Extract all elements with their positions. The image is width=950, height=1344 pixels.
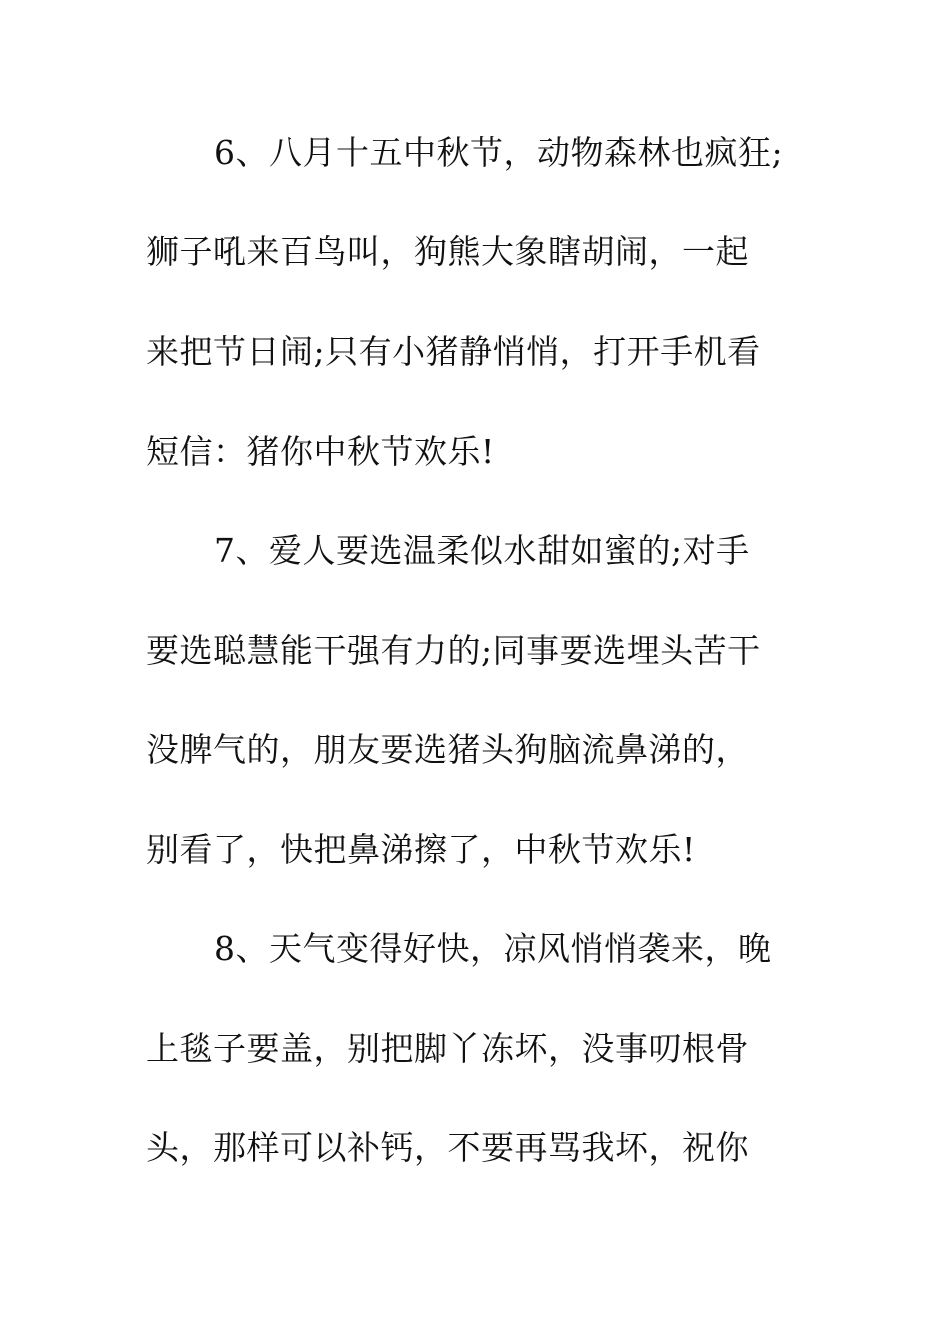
paragraph-6-line-1: 6、八月十五中秋节，动物森林也疯狂; (214, 133, 784, 172)
paragraph-8-line-2: 上毯子要盖，别把脚丫冻坏，没事叨根骨 (146, 1029, 749, 1068)
paragraph-7-line-3: 没脾气的，朋友要选猪头狗脑流鼻涕的， (146, 730, 749, 769)
paragraph-7-line-2: 要选聪慧能干强有力的;同事要选埋头苦干 (146, 631, 761, 670)
paragraph-6-line-3: 来把节日闹;只有小猪静悄悄，打开手机看 (146, 332, 761, 371)
paragraph-8-line-1: 8、天气变得好快，凉风悄悄袭来，晚 (214, 929, 772, 968)
paragraph-7-line-1: 7、爱人要选温柔似水甜如蜜的;对手 (214, 531, 750, 570)
paragraph-7-line-4: 别看了，快把鼻涕擦了，中秋节欢乐! (146, 830, 696, 869)
paragraph-6-line-2: 狮子吼来百鸟叫，狗熊大象瞎胡闹，一起 (146, 232, 749, 271)
paragraph-6-line-4: 短信：猪你中秋节欢乐! (146, 432, 495, 471)
paragraph-8-line-3: 头，那样可以补钙，不要再骂我坏，祝你 (146, 1128, 749, 1167)
